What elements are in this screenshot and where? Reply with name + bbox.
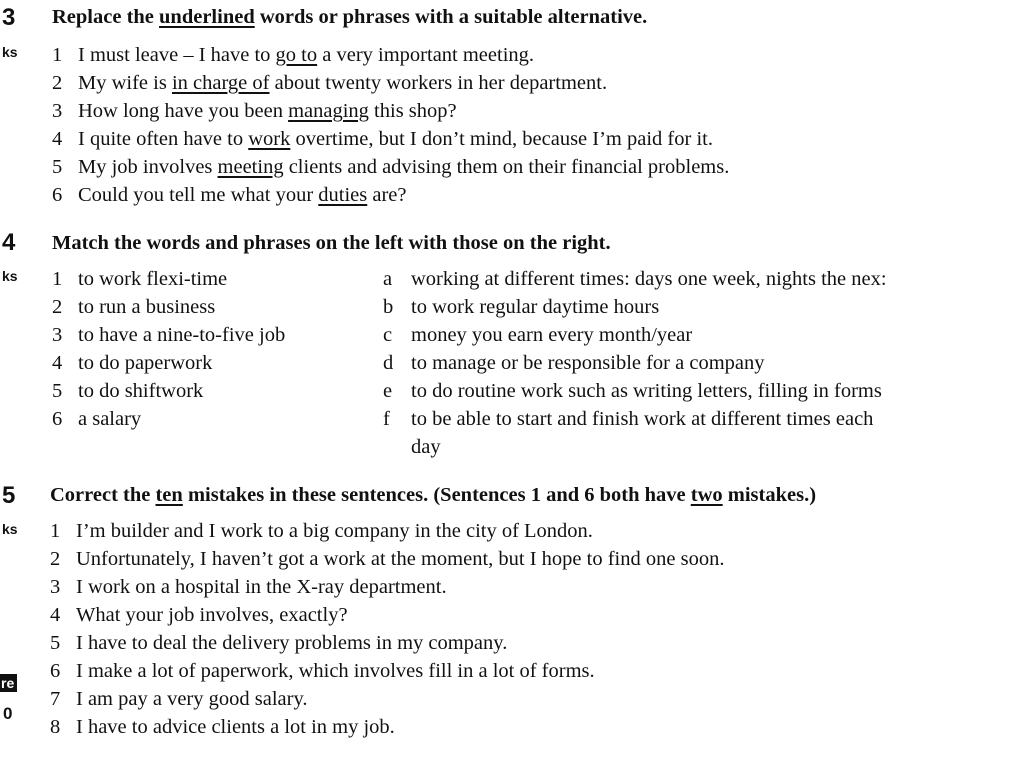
list-item xyxy=(52,44,534,67)
item-text: working at different times: days one week, nights the nex: xyxy=(411,268,887,290)
section-heading xyxy=(52,6,647,29)
item-number: 2 xyxy=(52,296,63,318)
item-text: a salary xyxy=(78,408,142,430)
heading-text: mistakes.) xyxy=(722,484,817,506)
item-text: to do shiftwork xyxy=(78,380,204,402)
item-number: 3 xyxy=(52,324,63,346)
item-text: money you earn every month/year xyxy=(411,324,693,346)
section-heading: Match the words and phrases on the left with those on the right. xyxy=(52,232,611,254)
right-item xyxy=(383,296,659,319)
item-text: to do paperwork xyxy=(78,352,213,374)
item-letter: d xyxy=(383,352,394,374)
list-item xyxy=(50,688,308,711)
section-number: 3 xyxy=(2,4,16,31)
item-text: to work flexi-time xyxy=(78,268,228,290)
item-text: I have to deal the delivery problems in my company. xyxy=(76,632,508,654)
item-text: clients and advising them on their financial problems. xyxy=(283,156,730,178)
item-number: 1 xyxy=(50,520,61,542)
list-item xyxy=(50,660,595,683)
item-text: to work regular daytime hours xyxy=(411,296,660,318)
item-number: 3 xyxy=(52,100,63,122)
item-text: Could you tell me what your xyxy=(78,184,319,206)
right-item xyxy=(383,408,873,431)
underlined-phrase: duties xyxy=(318,184,368,206)
right-item xyxy=(383,268,887,291)
item-number: 1 xyxy=(52,268,63,290)
list-item xyxy=(52,72,607,95)
left-item xyxy=(52,268,227,291)
item-text: I am pay a very good salary. xyxy=(76,688,308,710)
item-number: 2 xyxy=(52,72,63,94)
item-text: to manage or be responsible for a company xyxy=(411,352,765,374)
right-item xyxy=(383,352,765,375)
item-text: to be able to start and finish work at different times each xyxy=(411,408,874,430)
right-item-continuation: day xyxy=(411,436,441,458)
item-number: 5 xyxy=(50,632,61,654)
item-text: this shop? xyxy=(368,100,457,122)
score-value: 0 xyxy=(3,704,13,723)
underlined-phrase: meeting xyxy=(217,156,284,178)
item-text: a very important meeting. xyxy=(317,44,535,66)
heading-underlined-text: two xyxy=(690,484,723,506)
section-number: 4 xyxy=(2,229,16,256)
item-letter: c xyxy=(383,324,393,346)
left-item xyxy=(52,408,141,431)
list-item xyxy=(50,632,507,655)
list-item xyxy=(52,184,407,207)
item-text: overtime, but I don’t mind, because I’m paid for it. xyxy=(290,128,713,150)
item-number: 7 xyxy=(50,688,61,710)
item-text: Unfortunately, I haven’t got a work at the moment, but I hope to find one soon. xyxy=(76,548,725,570)
list-item xyxy=(52,156,729,179)
left-item xyxy=(52,296,215,319)
item-letter: b xyxy=(383,296,394,318)
left-item xyxy=(52,324,285,347)
heading-underlined-text: ten xyxy=(155,484,183,506)
right-item xyxy=(383,324,692,347)
item-letter: a xyxy=(383,268,393,290)
item-number: 8 xyxy=(50,716,61,738)
list-item xyxy=(50,548,724,571)
item-text: I make a lot of paperwork, which involves fill in a lot of forms. xyxy=(76,660,595,682)
item-number: 4 xyxy=(52,128,63,150)
list-item xyxy=(52,128,713,151)
item-number: 5 xyxy=(52,156,63,178)
item-text: What your job involves, exactly? xyxy=(76,604,348,626)
score-label: re xyxy=(0,674,17,692)
list-item xyxy=(50,520,593,543)
item-text: I must leave – I have to xyxy=(78,44,276,66)
list-item xyxy=(50,576,447,599)
list-item xyxy=(52,100,457,123)
item-number: 4 xyxy=(50,604,61,626)
underlined-phrase: go to xyxy=(275,44,318,66)
item-text: to run a business xyxy=(78,296,216,318)
list-item xyxy=(50,604,348,627)
item-text: about twenty workers in her department. xyxy=(269,72,608,94)
underlined-phrase: managing xyxy=(288,100,369,122)
underlined-phrase: work xyxy=(248,128,291,150)
heading-text: mistakes in these sentences. (Sentences 1 and 6 both have xyxy=(182,484,691,506)
heading-text: Replace the xyxy=(52,6,160,28)
item-number: 6 xyxy=(52,184,63,206)
item-text: My job involves xyxy=(78,156,218,178)
section-heading xyxy=(50,484,816,507)
item-number: 6 xyxy=(50,660,61,682)
item-text: I’m builder and I work to a big company in the city of London. xyxy=(76,520,593,542)
heading-underlined-text: underlined xyxy=(159,6,255,28)
item-number: 2 xyxy=(50,548,61,570)
item-number: 3 xyxy=(50,576,61,598)
underlined-phrase: in charge of xyxy=(171,72,270,94)
item-number: 4 xyxy=(52,352,63,374)
heading-text: words or phrases with a suitable alternative. xyxy=(254,6,648,28)
item-text: I have to advice clients a lot in my job. xyxy=(76,716,395,738)
item-letter: e xyxy=(383,380,393,402)
item-text: are? xyxy=(367,184,407,206)
left-item xyxy=(52,352,212,375)
item-text: to do routine work such as writing letters, filling in forms xyxy=(411,380,882,402)
item-number: 6 xyxy=(52,408,63,430)
left-item xyxy=(52,380,203,403)
item-text: My wife is xyxy=(78,72,172,94)
item-number: 5 xyxy=(52,380,63,402)
right-item xyxy=(383,380,882,403)
item-number: 1 xyxy=(52,44,63,66)
section-number: 5 xyxy=(2,482,16,509)
marks-label: ks xyxy=(2,44,18,60)
item-letter: f xyxy=(383,408,390,430)
list-item xyxy=(50,716,395,739)
marks-label: ks xyxy=(2,268,18,284)
item-text: to have a nine-to-five job xyxy=(78,324,286,346)
marks-label: ks xyxy=(2,521,18,537)
item-text: How long have you been xyxy=(78,100,289,122)
item-text: I quite often have to xyxy=(78,128,249,150)
heading-text: Correct the xyxy=(50,484,156,506)
item-text: I work on a hospital in the X-ray department. xyxy=(76,576,447,598)
